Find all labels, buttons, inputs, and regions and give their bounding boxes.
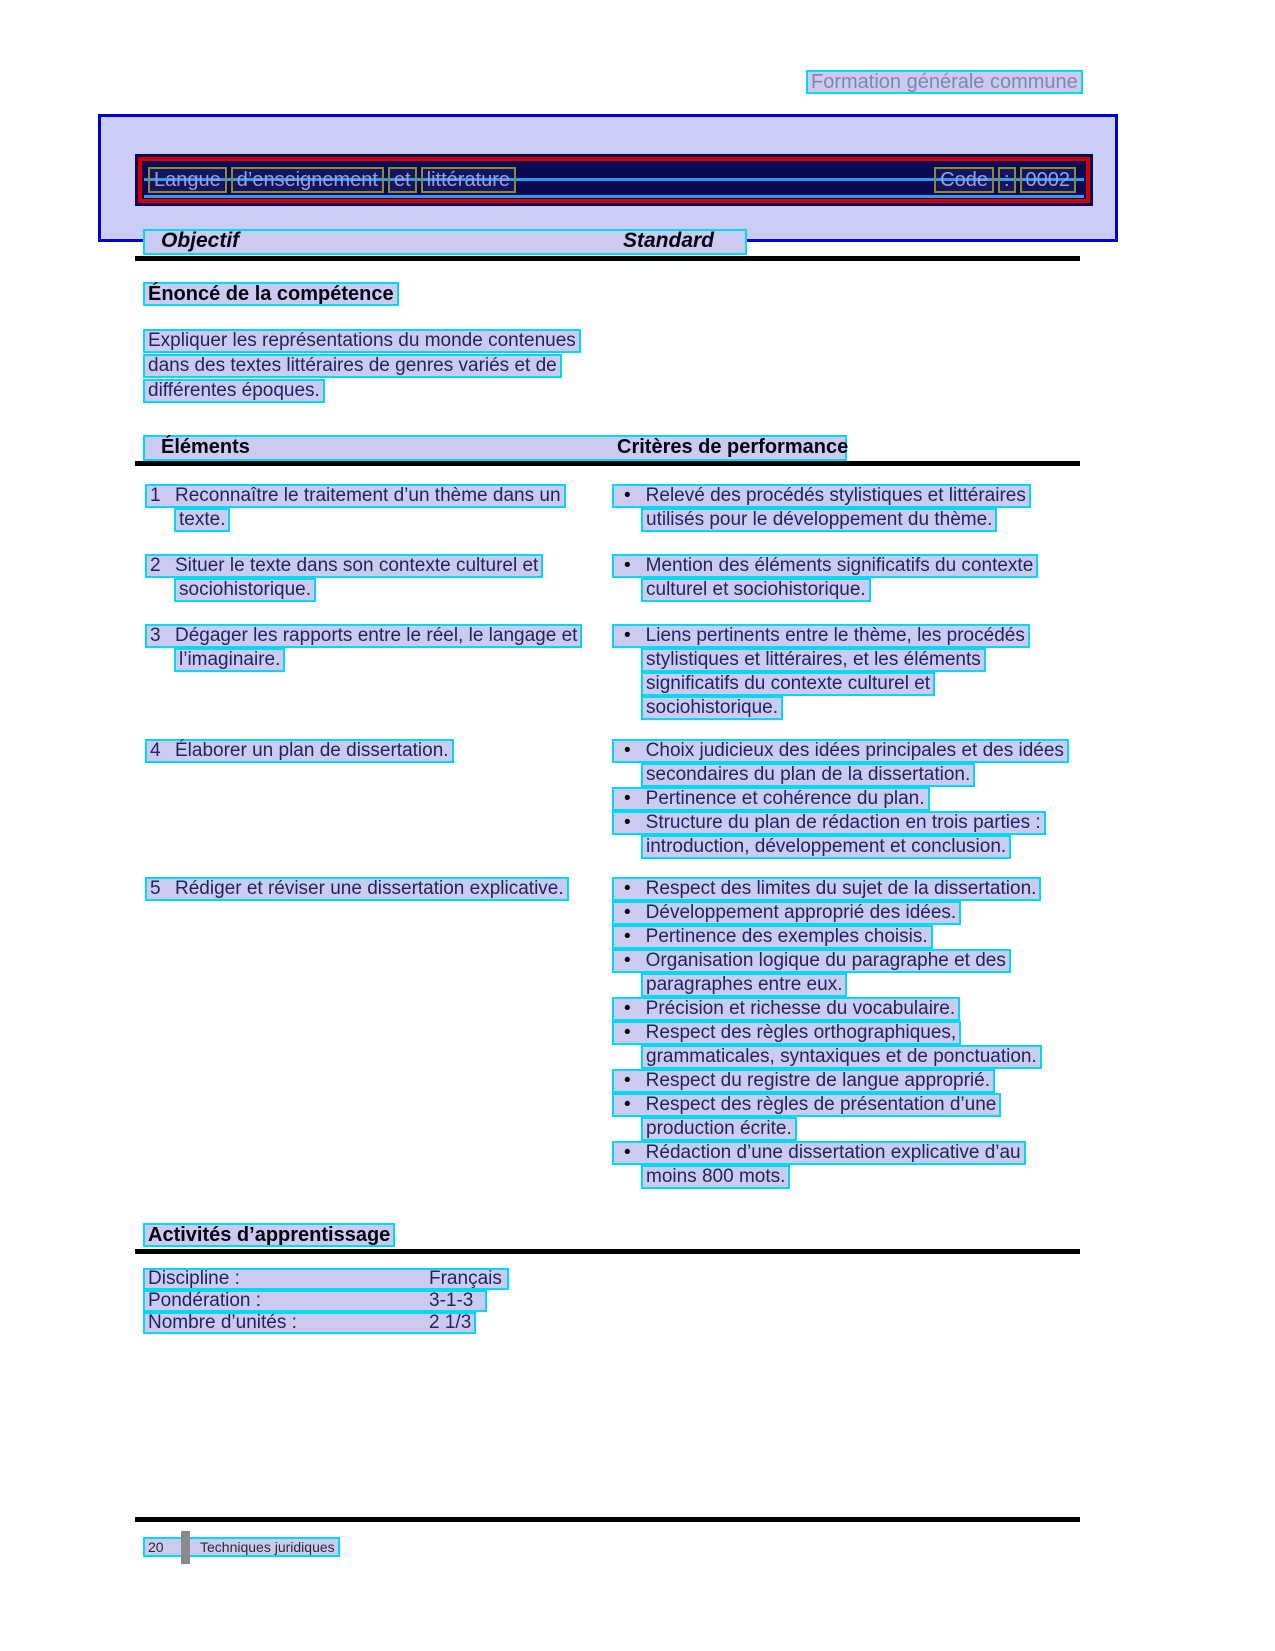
element-cell [145, 554, 612, 602]
criteria-line-text: paragraphes entre eux. [641, 973, 847, 997]
criteria-line-text: • Précision et richesse du vocabulaire. [612, 997, 960, 1021]
eyebrow [806, 70, 1083, 94]
criteria-line-text: • Respect des règles orthographiques, [612, 1021, 961, 1045]
element-line-text: 1 Reconnaître le traitement d’un thème dans un [145, 484, 566, 508]
horizontal-rule [135, 1517, 1080, 1522]
course-code [934, 167, 1080, 193]
element-number: 5 [150, 878, 161, 899]
criteria-line-text: significatifs du contexte culturel et [641, 672, 935, 696]
horizontal-rule [135, 256, 1080, 261]
element-line-text: sociohistorique. [174, 578, 316, 602]
element-number: 3 [150, 625, 161, 646]
bullet-icon: • [624, 926, 631, 947]
bullet-icon: • [624, 740, 631, 761]
page-number: 20 [148, 1539, 164, 1555]
element-line-text: 2 Situer le texte dans son contexte culturel et [145, 554, 543, 578]
element-number: 2 [150, 555, 161, 576]
element-line-text: 4 Élaborer un plan de dissertation. [145, 739, 454, 763]
criteria-line-text: introduction, développement et conclusion. [641, 835, 1011, 859]
bullet-icon: • [624, 812, 631, 833]
bullet-icon: • [624, 998, 631, 1019]
criteria-line-text: • Respect du registre de langue approprié. [612, 1069, 995, 1093]
statement-line [143, 329, 581, 353]
element-line [145, 877, 612, 901]
criteria-line [641, 578, 1085, 602]
criteria-line [641, 672, 1085, 696]
criteria-line [612, 624, 1085, 648]
bullet-icon: • [624, 555, 631, 576]
criteria-line [612, 997, 1085, 1021]
statement-line-text: Expliquer les représentations du monde contenues [143, 329, 581, 353]
info-row [143, 1312, 509, 1334]
criteria-line [612, 484, 1085, 508]
activites-section [143, 1223, 395, 1247]
criteria-cell [612, 877, 1085, 1189]
criteria-line [641, 508, 1085, 532]
criteria-line [641, 1165, 1085, 1189]
criteria-line-text: • Respect des limites du sujet de la dissertation. [612, 877, 1041, 901]
activites-heading: Activités d’apprentissage [143, 1223, 395, 1247]
criteria-line [612, 1069, 1085, 1093]
criteria-line-text: • Liens pertinents entre le thème, les procédés [612, 624, 1030, 648]
element-line-text: 5 Rédiger et réviser une dissertation explicative. [145, 877, 569, 901]
horizontal-rule [135, 1249, 1080, 1254]
criteria-line [612, 811, 1085, 835]
element-cell [145, 739, 612, 763]
bullet-icon: • [624, 1094, 631, 1115]
info-value: 3-1-3 [429, 1290, 474, 1311]
objectif-standard-band [143, 229, 747, 255]
criteria-line-text: grammaticales, syntaxiques et de ponctuation. [641, 1045, 1042, 1069]
criteria-cell [612, 624, 1085, 720]
element-cell [145, 877, 612, 901]
criteria-line-text: • Relevé des procédés stylistiques et littéraires [612, 484, 1031, 508]
bullet-icon: • [624, 1022, 631, 1043]
course-code-word: 0002 [1020, 167, 1077, 193]
criteria-line-text: • Pertinence et cohérence du plan. [612, 787, 930, 811]
bullet-icon: • [624, 950, 631, 971]
elements-criteres-band [143, 435, 847, 461]
statement-line-text: dans des textes littéraires de genres variés et de [143, 354, 562, 378]
program-name: Techniques juridiques [200, 1539, 335, 1555]
criteria-cell [612, 484, 1085, 532]
criteria-line [612, 877, 1085, 901]
course-code-word: Code [934, 167, 994, 193]
competence-statement [143, 329, 581, 404]
statement-line [143, 379, 581, 403]
table-row [145, 624, 1085, 720]
info-label: Pondération : [148, 1290, 262, 1311]
enonce-section [143, 282, 399, 306]
bullet-icon: • [624, 902, 631, 923]
element-line [145, 624, 612, 648]
element-line-text: l’imaginaire. [174, 648, 285, 672]
criteria-line [612, 1021, 1085, 1045]
criteria-line [612, 901, 1085, 925]
criteria-cell [612, 739, 1085, 859]
criteria-line-text: sociohistorique. [641, 696, 783, 720]
criteria-line-text: • Développement approprié des idées. [612, 901, 961, 925]
criteria-line [612, 925, 1085, 949]
criteria-line-text: • Choix judicieux des idées principales et des idées [612, 739, 1069, 763]
info-row-box [143, 1312, 476, 1334]
criteria-line [612, 949, 1085, 973]
criteria-line-text: • Mention des éléments significatifs du contexte [612, 554, 1038, 578]
element-number: 1 [150, 485, 161, 506]
criteria-line-text: culturel et sociohistorique. [641, 578, 871, 602]
info-row [143, 1290, 509, 1312]
criteria-line-text: production écrite. [641, 1117, 797, 1141]
element-number: 4 [150, 740, 161, 761]
course-code-word: : [998, 167, 1016, 193]
course-title-word: Langue [148, 167, 227, 193]
course-title-bar [138, 157, 1090, 203]
bullet-icon: • [624, 1142, 631, 1163]
bullet-icon: • [624, 485, 631, 506]
page-footer [143, 1537, 340, 1557]
horizontal-rule [135, 461, 1080, 466]
elements-heading: Éléments [161, 436, 250, 458]
course-title-word: et [388, 167, 417, 193]
criteria-line-text: • Structure du plan de rédaction en trois parties : [612, 811, 1046, 835]
info-label: Discipline : [148, 1268, 240, 1289]
element-line [145, 484, 612, 508]
criteria-line [612, 739, 1085, 763]
criteria-line-text: secondaires du plan de la dissertation. [641, 763, 975, 787]
element-line [174, 648, 612, 672]
info-value: Français [429, 1268, 502, 1289]
criteria-line [641, 648, 1085, 672]
element-line-text: texte. [174, 508, 230, 532]
objectif-heading: Objectif [161, 229, 240, 252]
info-row-box [143, 1290, 487, 1312]
statement-line [143, 354, 581, 378]
criteria-cell [612, 554, 1085, 602]
element-cell [145, 624, 612, 672]
criteria-line [612, 787, 1085, 811]
criteres-heading: Critères de performance [617, 436, 849, 458]
criteria-line [641, 1117, 1085, 1141]
table-row [145, 877, 1085, 1189]
eyebrow-label: Formation générale commune [806, 70, 1083, 94]
bullet-icon: • [624, 1070, 631, 1091]
element-line [174, 508, 612, 532]
activity-info-list [143, 1268, 509, 1334]
element-line [174, 578, 612, 602]
info-value: 2 1/3 [429, 1312, 472, 1333]
criteria-line-text: stylistiques et littéraires, et les éléments [641, 648, 986, 672]
standard-heading: Standard [623, 229, 715, 252]
criteria-line [612, 1141, 1085, 1165]
bullet-icon: • [624, 878, 631, 899]
enonce-heading: Énoncé de la compétence [143, 282, 399, 306]
criteria-line-text: • Organisation logique du paragraphe et des [612, 949, 1011, 973]
element-line [145, 739, 612, 763]
info-label: Nombre d’unités : [148, 1312, 297, 1333]
element-line-text: 3 Dégager les rapports entre le réel, le langage et [145, 624, 582, 648]
criteria-line [641, 696, 1085, 720]
criteria-line [641, 973, 1085, 997]
statement-line-text: différentes époques. [143, 379, 325, 403]
criteria-line-text: • Pertinence des exemples choisis. [612, 925, 933, 949]
criteria-line-text: • Respect des règles de présentation d’une [612, 1093, 1001, 1117]
bullet-icon: • [624, 788, 631, 809]
course-title [148, 167, 520, 193]
criteria-line-text: • Rédaction d’une dissertation explicative d’au [612, 1141, 1026, 1165]
criteria-line [641, 763, 1085, 787]
header-box [98, 114, 1118, 242]
element-cell [145, 484, 612, 532]
criteria-line [612, 1093, 1085, 1117]
criteria-line-text: moins 800 mots. [641, 1165, 790, 1189]
table-row [145, 554, 1085, 602]
table-row [145, 739, 1085, 859]
element-line [145, 554, 612, 578]
info-row [143, 1268, 509, 1290]
footer-divider-bar [181, 1531, 190, 1564]
course-title-word: littérature [421, 167, 516, 193]
criteria-line-text: utilisés pour le développement du thème. [641, 508, 997, 532]
table-row [145, 484, 1085, 532]
bullet-icon: • [624, 625, 631, 646]
criteria-line [641, 1045, 1085, 1069]
criteria-line [641, 835, 1085, 859]
course-title-word: d’enseignement [231, 167, 384, 193]
criteria-line [612, 554, 1085, 578]
info-row-box [143, 1268, 509, 1290]
footer-text [143, 1537, 340, 1557]
